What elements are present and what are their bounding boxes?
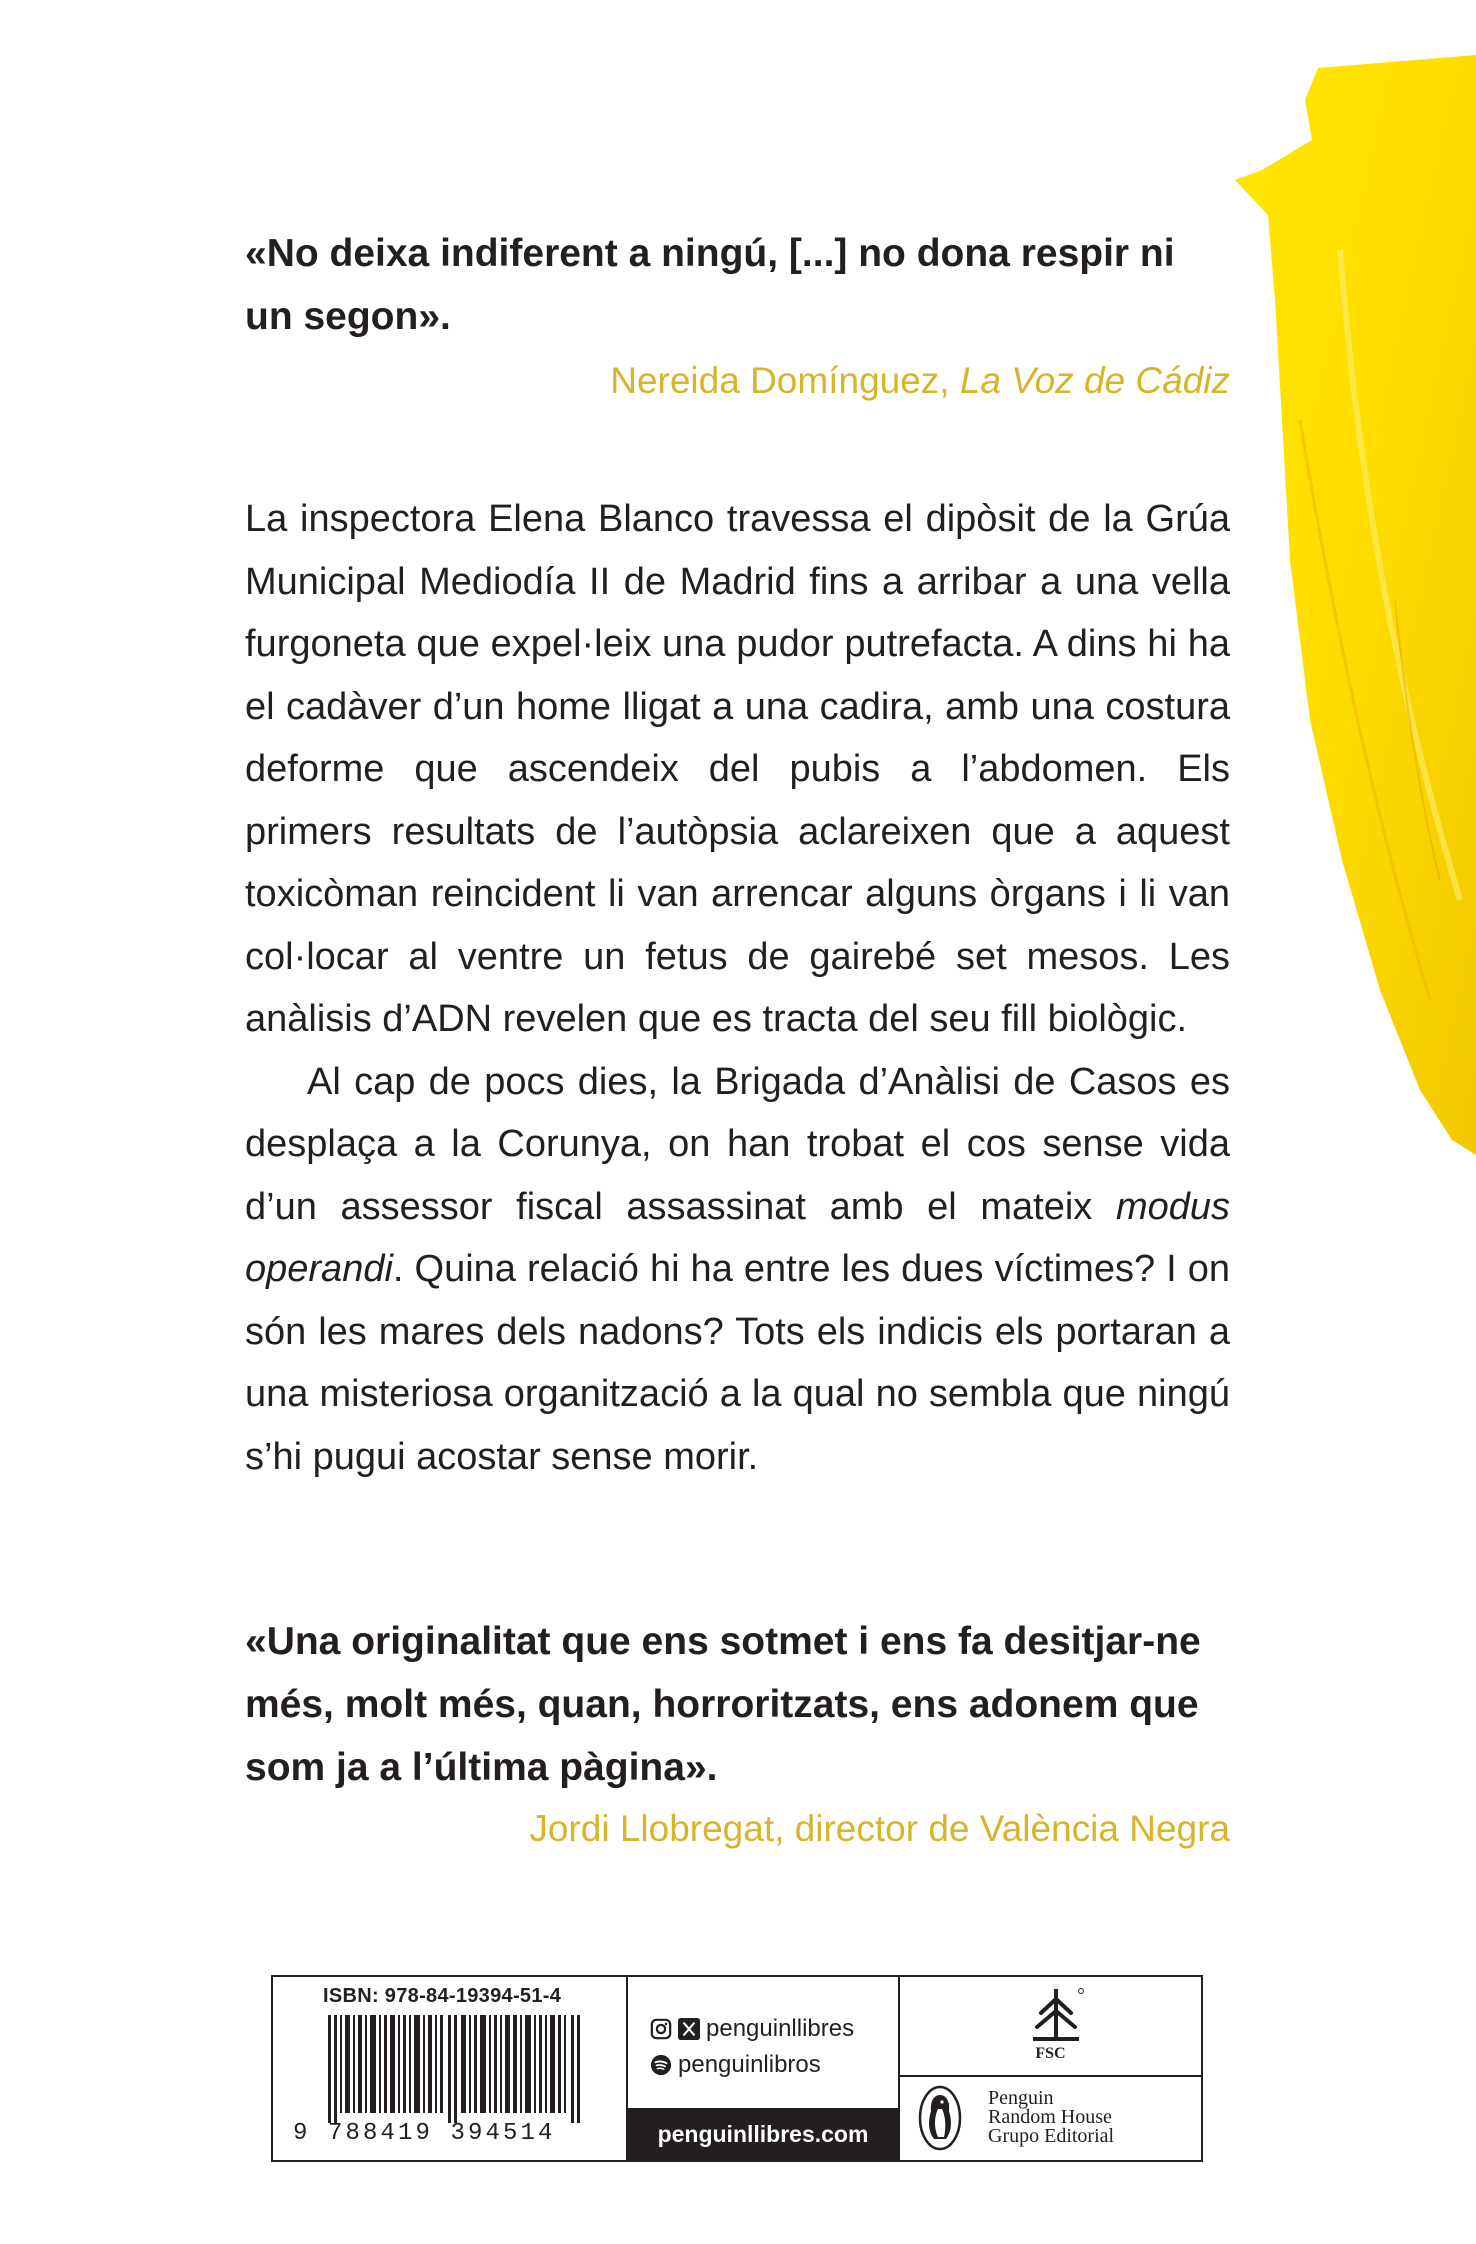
synopsis-p2-italic: modus operandi [245, 1185, 1231, 1290]
barcode-digits [293, 2120, 556, 2147]
barcode-first-digit: 9 [293, 2120, 311, 2147]
quote-top: «No deixa indiferent a ningú, [...] no dona respir ni un segon». [245, 232, 1175, 338]
publisher-cell [900, 2077, 1201, 2160]
publisher-line-1: Penguin [988, 2087, 1054, 2109]
quote-top-author: Nereida Domínguez, [610, 360, 950, 401]
spotify-icon [650, 2054, 672, 2076]
quote-bottom: «Una originalitat que ens sotmet i ens fa desitjar-ne més, molt més, quan, horroritzats, ens adonem que som ja a l’última pàgina». [245, 1620, 1201, 1789]
isbn-label: ISBN: 978-84-19394-51-4 [323, 1985, 562, 2007]
social-handle-1: penguinllibres [706, 2015, 855, 2042]
synopsis-p2-start: Al cap de pocs dies, la Brigada d’Anàlisi de Casos es desplaça a la Corunya, on han trobat el cos sense vida d’un assessor fiscal assassinat amb el mateix [245, 1060, 1230, 1228]
quote-top-source: La Voz de Cádiz [959, 360, 1230, 401]
publisher-line-3: Grupo Editorial [988, 2125, 1115, 2147]
synopsis-p2-end: . Quina relació hi ha entre les dues víctimes? I on són les mares dels nadons? Tots els indicis els portaran a una misteriosa organització a la qual no sembla que ningú s’hi pugui acostar sense morir. [245, 1248, 1230, 1478]
social-cell [628, 1977, 900, 2160]
barcode [328, 2015, 583, 2123]
fsc-label: FSC [1035, 2045, 1066, 2062]
publisher-logo-text [988, 2089, 1114, 2146]
synopsis-paragraph-1: La inspectora Elena Blanco travessa el dipòsit de la Grúa Municipal Mediodía II de Madrid fins a arribar a una vella furgoneta que expel·leix una pudor putrefacta. A dins hi ha el cadàver d’un home lligat a una cadira, amb una costura deforme que ascendeix del pubis a l’abdomen. Els primers resultats de l’autòpsia aclareixen que a aquest toxicòman reincident li van arrencar alguns òrgans i li van col·locar al ventre un fetus de gairebé set mesos. Les anàlisis d’ADN revelen que es tracta del seu fill biològic. [245, 498, 1230, 1040]
barcode-main-digits: 788419 394514 [328, 2120, 556, 2147]
publisher-line-2: Random House [988, 2106, 1112, 2128]
social-row-1[interactable] [650, 2015, 854, 2043]
info-box [271, 1975, 1203, 2162]
x-icon [678, 2018, 700, 2040]
isbn-cell [273, 1977, 628, 2160]
fsc-cell [900, 1977, 1201, 2077]
quote-bottom-attribution: Jordi Llobregat, director de València Negra [529, 1808, 1230, 1849]
quote-top-attribution [610, 360, 1230, 402]
social-handle-2: penguinlibros [678, 2051, 821, 2078]
fsc-tree-icon [1027, 1985, 1085, 2043]
social-row-2[interactable] [650, 2051, 821, 2079]
penguin-icon [918, 2085, 962, 2151]
synopsis [245, 488, 1230, 1488]
instagram-icon [650, 2018, 672, 2040]
website-link[interactable]: penguinllibres.com [628, 2108, 898, 2160]
synopsis-paragraph-2 [245, 1051, 1230, 1489]
